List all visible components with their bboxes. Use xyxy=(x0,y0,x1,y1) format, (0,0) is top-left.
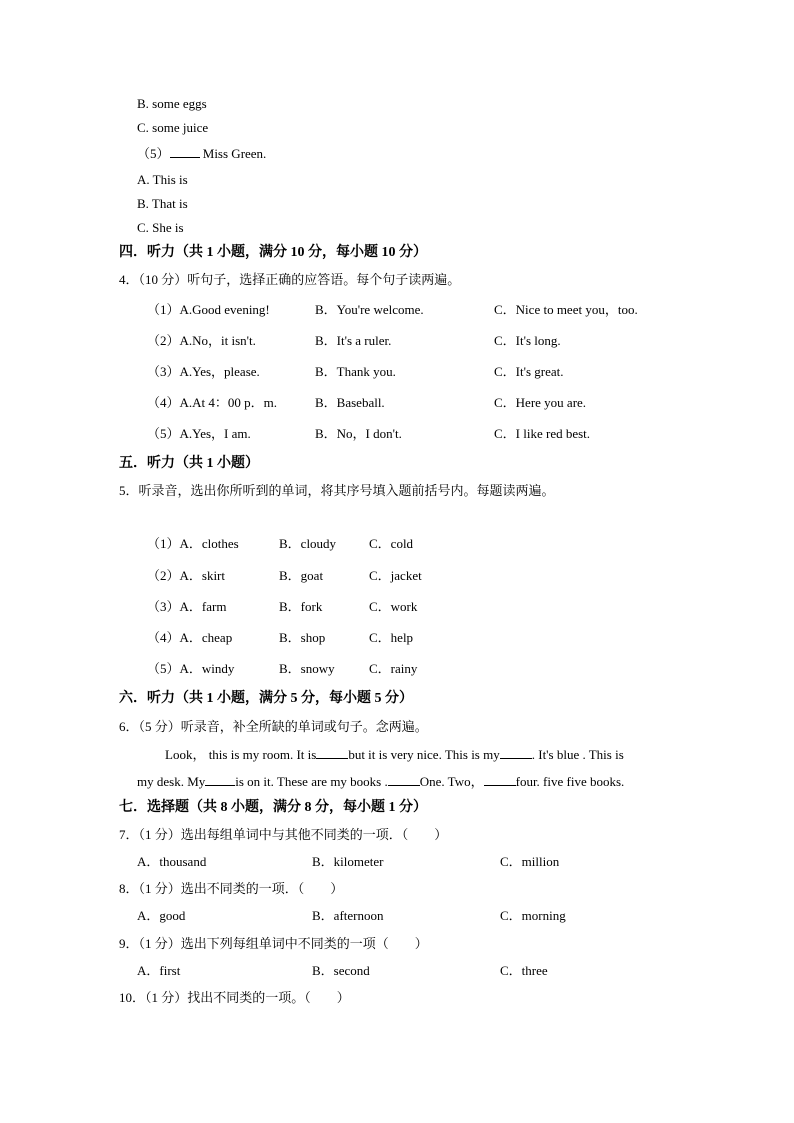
option-a: A. This is xyxy=(137,172,188,187)
row-4-option-b: B．Baseball. xyxy=(315,395,385,410)
passage-text: my desk. My xyxy=(137,774,206,789)
row-5-option-c: C．I like red best. xyxy=(494,426,591,441)
question-5-stem xyxy=(137,145,266,162)
question-7-stem: 7．（1 分）选出每组单词中与其他不同类的一项．（ ） xyxy=(119,827,448,842)
row-3-option-b: B．Thank you. xyxy=(315,364,396,379)
row-2-option-c: C．It's long. xyxy=(494,333,561,348)
answer-blank[interactable] xyxy=(500,746,532,759)
row-5-option-a: （5）A．windy xyxy=(147,661,235,676)
q9-option-a: A．first xyxy=(137,963,181,978)
row-5-option-c: C．rainy xyxy=(369,661,418,676)
question-9-stem: 9．（1 分）选出下列每组单词中不同类的一项（ ） xyxy=(119,936,428,951)
section-6-header: 六．听力（共 1 小题，满分 5 分，每小题 5 分） xyxy=(119,691,413,706)
passage-line-2 xyxy=(137,773,624,790)
row-5-option-a: （5）A.Yes，I am. xyxy=(147,426,251,441)
q7-option-b: B．kilometer xyxy=(312,854,384,869)
q9-option-c: C．three xyxy=(500,963,548,978)
passage-text: Look， this is my room. It is xyxy=(165,747,317,762)
q7-option-c: C．million xyxy=(500,854,560,869)
row-2-option-c: C．jacket xyxy=(369,568,422,583)
question-8-stem: 8．（1 分）选出不同类的一项．（ ） xyxy=(119,881,344,896)
row-2-option-b: B．goat xyxy=(279,568,324,583)
answer-blank[interactable] xyxy=(388,773,420,786)
row-1-option-a: （1）A．clothes xyxy=(147,536,239,551)
row-5-option-b: B．No，I don't. xyxy=(315,426,402,441)
section-4-header: 四．听力（共 1 小题，满分 10 分，每小题 10 分） xyxy=(119,245,427,260)
passage-text: is on it. These are my books . xyxy=(235,774,388,789)
passage-line-1 xyxy=(165,746,624,763)
option-c: C. She is xyxy=(137,220,184,235)
option-b: B. some eggs xyxy=(137,96,207,111)
answer-blank[interactable] xyxy=(205,773,235,786)
row-2-option-a: （2）A.No，it isn't. xyxy=(147,333,256,348)
row-2-option-a: （2）A．skirt xyxy=(147,568,226,583)
row-4-option-c: C．Here you are. xyxy=(494,395,587,410)
option-b: B. That is xyxy=(137,196,188,211)
question-6-stem: 6．（5 分）听录音，补全所缺的单词或句子。念两遍。 xyxy=(119,719,428,734)
question-5-number: （5） xyxy=(137,146,170,161)
row-1-option-b: B．cloudy xyxy=(279,536,337,551)
row-3-option-b: B．fork xyxy=(279,599,323,614)
row-4-option-a: （4）A.At 4：00 p．m. xyxy=(147,395,278,410)
row-4-option-c: C．help xyxy=(369,630,414,645)
passage-text: but it is very nice. This is my xyxy=(348,747,500,762)
q8-option-c: C．morning xyxy=(500,908,566,923)
question-10-stem: 10．（1 分）找出不同类的一项。（ ） xyxy=(119,990,350,1005)
row-1-option-c: C．Nice to meet you，too. xyxy=(494,302,638,317)
row-5-option-b: B．snowy xyxy=(279,661,335,676)
row-3-option-c: C．It's great. xyxy=(494,364,564,379)
q8-option-a: A．good xyxy=(137,908,186,923)
passage-text: One. Two， xyxy=(419,774,484,789)
row-1-option-b: B．You're welcome. xyxy=(315,302,424,317)
question-5-stem: 5．听录音，选出你所听到的单词，将其序号填入题前括号内。每题读两遍。 xyxy=(119,483,555,498)
passage-text: four. five five books. xyxy=(515,774,625,789)
answer-blank[interactable] xyxy=(170,145,200,158)
row-3-option-a: （3）A.Yes，please. xyxy=(147,364,260,379)
q8-option-b: B．afternoon xyxy=(312,908,384,923)
row-3-option-c: C．work xyxy=(369,599,418,614)
passage-text: . It's blue . This is xyxy=(531,747,624,762)
section-7-header: 七．选择题（共 8 小题，满分 8 分，每小题 1 分） xyxy=(119,800,427,815)
section-5-header: 五．听力（共 1 小题） xyxy=(119,456,259,471)
answer-blank[interactable] xyxy=(484,773,516,786)
row-4-option-a: （4）A．cheap xyxy=(147,630,233,645)
question-5-text: Miss Green. xyxy=(199,146,267,161)
row-1-option-c: C．cold xyxy=(369,536,414,551)
row-2-option-b: B．It's a ruler. xyxy=(315,333,392,348)
answer-blank[interactable] xyxy=(316,746,348,759)
q7-option-a: A．thousand xyxy=(137,854,207,869)
question-4-stem: 4．（10 分）听句子，选择正确的应答语。每个句子读两遍。 xyxy=(119,272,461,287)
row-1-option-a: （1）A.Good evening! xyxy=(147,302,270,317)
q9-option-b: B．second xyxy=(312,963,370,978)
row-4-option-b: B．shop xyxy=(279,630,326,645)
row-3-option-a: （3）A．farm xyxy=(147,599,227,614)
option-c: C. some juice xyxy=(137,120,209,135)
